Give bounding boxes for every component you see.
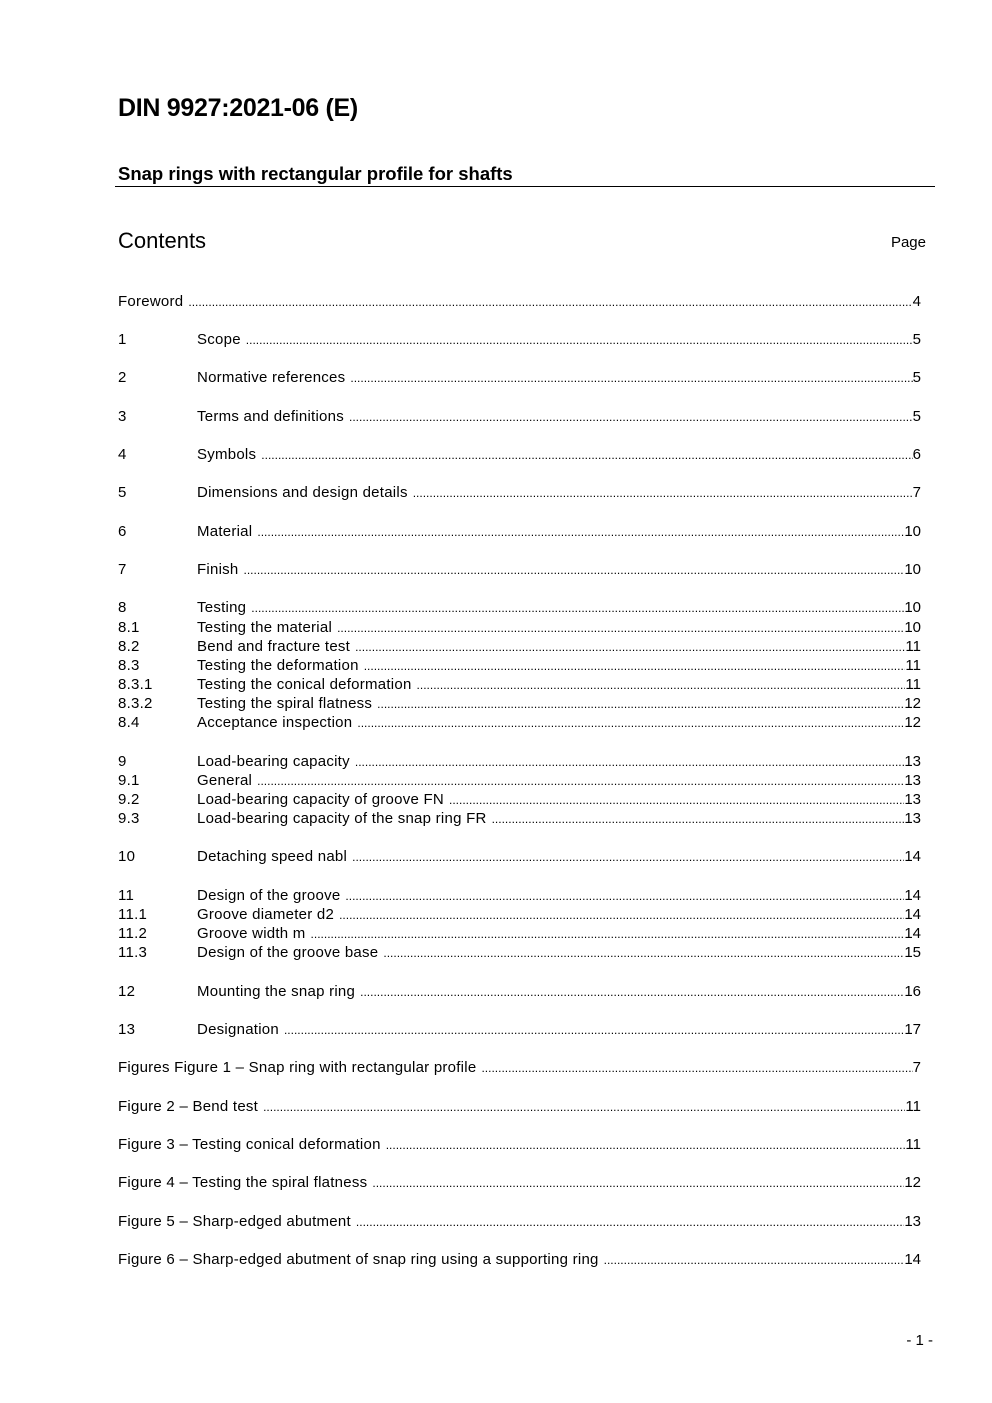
toc-entry-page: 12 xyxy=(904,695,921,712)
toc-entry-number: 4 xyxy=(118,446,127,463)
toc-entry-page: 15 xyxy=(904,944,921,961)
toc-entry-page: 10 xyxy=(904,523,921,540)
toc-entry-number: 13 xyxy=(118,1021,136,1038)
toc-entry[interactable] xyxy=(118,1250,921,1269)
toc-entry-label: Load-bearing capacity of the snap ring FR xyxy=(197,810,487,827)
toc-entry-page: 5 xyxy=(912,408,921,425)
toc-entry-label: Acceptance inspection xyxy=(197,714,353,731)
toc-entry[interactable] xyxy=(118,407,921,426)
toc-dot-leader xyxy=(350,369,912,388)
toc-entry-label: Testing the material xyxy=(197,619,333,636)
toc-entry-label: Figure 4 – Testing the spiral flatness xyxy=(118,1174,368,1191)
toc-entry-label: Material xyxy=(197,523,253,540)
toc-entry-page: 12 xyxy=(904,714,921,731)
toc-entry-number: 7 xyxy=(118,561,127,578)
toc-entry-number: 8.3 xyxy=(118,657,140,674)
toc-entry[interactable] xyxy=(118,656,921,675)
toc-entry-label: Finish xyxy=(197,561,239,578)
toc-entry-label: General xyxy=(197,772,253,789)
contents-heading: Contents xyxy=(118,228,207,253)
toc-entry[interactable] xyxy=(118,905,921,924)
toc-entry-label: Testing the spiral flatness xyxy=(197,695,373,712)
toc-entry[interactable] xyxy=(118,809,921,828)
toc-dot-leader xyxy=(383,944,904,963)
toc-entry-label: Testing xyxy=(197,599,247,616)
toc-entry-page: 17 xyxy=(904,1021,921,1038)
toc-entry-number: 8.2 xyxy=(118,638,140,655)
toc-entry-page: 11 xyxy=(905,657,921,674)
toc-entry-label: Bend and fracture test xyxy=(197,638,351,655)
toc-entry-number: 10 xyxy=(118,848,136,865)
toc-entry-page: 7 xyxy=(912,1059,921,1076)
toc-dot-leader xyxy=(364,657,906,676)
toc-dot-leader xyxy=(417,676,906,695)
toc-entry-label: Design of the groove xyxy=(197,887,341,904)
toc-entry-page: 11 xyxy=(905,1098,921,1115)
toc-dot-leader xyxy=(349,408,913,427)
toc-entry-page: 13 xyxy=(904,1213,921,1230)
toc-entry[interactable] xyxy=(118,924,921,943)
toc-dot-leader xyxy=(372,1174,904,1193)
toc-dot-leader xyxy=(244,561,905,580)
toc-entry-label: Detaching speed nabl xyxy=(197,848,348,865)
toc-entry-label: Normative references xyxy=(197,369,346,386)
toc-dot-leader xyxy=(355,753,904,772)
toc-entry[interactable] xyxy=(118,560,921,579)
toc-entry-page: 13 xyxy=(904,791,921,808)
toc-entry[interactable] xyxy=(118,1020,921,1039)
toc-entry[interactable] xyxy=(118,598,921,617)
toc-entry-page: 13 xyxy=(904,753,921,770)
toc-dot-leader xyxy=(263,1098,905,1117)
toc-entry-number: 11 xyxy=(118,887,135,904)
toc-dot-leader xyxy=(356,1213,904,1232)
document-subtitle: Snap rings with rectangular profile for shafts xyxy=(118,163,513,184)
toc-entry-page: 14 xyxy=(904,887,921,904)
toc-entry-number: 11.1 xyxy=(118,906,148,923)
toc-dot-leader xyxy=(345,887,904,906)
toc-dot-leader xyxy=(413,484,913,503)
toc-entry-number: 6 xyxy=(118,523,127,540)
toc-entry[interactable] xyxy=(118,886,921,905)
toc-entry[interactable] xyxy=(118,1135,921,1154)
toc-entry-page: 11 xyxy=(905,676,921,693)
toc-entry-number: 11.2 xyxy=(118,925,148,942)
toc-entry-page: 5 xyxy=(912,369,921,386)
toc-entry-number: 1 xyxy=(118,331,127,348)
toc-entry[interactable] xyxy=(118,483,921,502)
toc-entry[interactable] xyxy=(118,637,921,656)
toc-dot-leader xyxy=(492,810,905,829)
toc-dot-leader xyxy=(246,331,913,350)
toc-entry-number: 8.4 xyxy=(118,714,140,731)
toc-entry[interactable] xyxy=(118,675,921,694)
toc-entry[interactable] xyxy=(118,752,921,771)
toc-entry[interactable] xyxy=(118,1058,921,1077)
toc-entry-page: 6 xyxy=(912,446,921,463)
toc-entry-label: Terms and definitions xyxy=(197,408,344,425)
toc-entry-label: Figure 5 – Sharp-edged abutment xyxy=(118,1213,351,1230)
toc-dot-leader xyxy=(360,983,904,1002)
toc-entry-page: 12 xyxy=(904,1174,921,1191)
toc-entry[interactable] xyxy=(118,943,921,962)
toc-entry[interactable] xyxy=(118,790,921,809)
toc-entry[interactable] xyxy=(118,1212,921,1231)
toc-entry[interactable] xyxy=(118,1097,921,1116)
toc-entry[interactable] xyxy=(118,1173,921,1192)
toc-entry-page: 14 xyxy=(904,1251,921,1268)
toc-entry[interactable] xyxy=(118,847,921,866)
toc-entry-page: 4 xyxy=(912,293,921,310)
toc-dot-leader xyxy=(355,638,905,657)
toc-dot-leader xyxy=(251,599,904,618)
toc-entry[interactable] xyxy=(118,982,921,1001)
toc-entry-label: Groove width m xyxy=(197,925,306,942)
toc-entry-number: 5 xyxy=(118,484,127,501)
toc-entry-label: Design of the groove base xyxy=(197,944,379,961)
toc-entry-number: 2 xyxy=(118,369,127,386)
toc-entry-page: 13 xyxy=(904,810,921,827)
toc-entry-number: 8.3.2 xyxy=(118,695,153,712)
toc-entry-page: 11 xyxy=(905,638,921,655)
toc-dot-leader xyxy=(311,925,905,944)
toc-entry-label: Figure 2 – Bend test xyxy=(118,1098,259,1115)
toc-dot-leader xyxy=(386,1136,906,1155)
toc-entry-label: Figure 3 – Testing conical deformation xyxy=(118,1136,381,1153)
page-number: - 1 - xyxy=(906,1332,933,1349)
page-column-heading: Page xyxy=(890,234,926,251)
document-title: DIN 9927:2021-06 (E) xyxy=(118,94,358,122)
toc-entry-label: Load-bearing capacity xyxy=(197,753,350,770)
toc-dot-leader xyxy=(188,293,912,312)
toc-entry-number: 9 xyxy=(118,753,127,770)
toc-entry[interactable] xyxy=(118,330,921,349)
title-underline xyxy=(115,186,935,187)
toc-dot-leader xyxy=(352,848,904,867)
toc-entry-page: 14 xyxy=(904,848,921,865)
toc-dot-leader xyxy=(449,791,904,810)
toc-entry-label: Testing the deformation xyxy=(197,657,359,674)
toc-entry-label: Scope xyxy=(197,331,241,348)
toc-entry-label: Designation xyxy=(197,1021,279,1038)
toc-entry-page: 14 xyxy=(904,906,921,923)
toc-entry[interactable] xyxy=(118,771,921,790)
toc-entry-label: Figures Figure 1 – Snap ring with rectangular profile xyxy=(118,1059,477,1076)
toc-entry-number: 8.3.1 xyxy=(118,676,153,693)
toc-entry-label: Groove diameter d2 xyxy=(197,906,335,923)
toc-dot-leader xyxy=(284,1021,904,1040)
toc-entry-number: 9.2 xyxy=(118,791,140,808)
toc-entry-number: 11.3 xyxy=(118,944,148,961)
toc-dot-leader xyxy=(257,523,904,542)
toc-entry-label: Load-bearing capacity of groove FN xyxy=(197,791,444,808)
toc-entry-label: Figure 6 – Sharp-edged abutment of snap ring using a supporting ring xyxy=(118,1251,599,1268)
toc-entry[interactable] xyxy=(118,618,921,637)
toc-dot-leader xyxy=(357,714,904,733)
toc-entry-page: 14 xyxy=(904,925,921,942)
toc-entry-number: 9.3 xyxy=(118,810,140,827)
toc-entry[interactable] xyxy=(118,694,921,713)
toc-entry-label: Symbols xyxy=(197,446,257,463)
toc-entry-page: 16 xyxy=(904,983,921,1000)
toc-entry-page: 10 xyxy=(904,619,921,636)
toc-entry-number: 8 xyxy=(118,599,127,616)
toc-entry-number: 9.1 xyxy=(118,772,140,789)
toc-entry[interactable] xyxy=(118,292,921,311)
toc-entry[interactable] xyxy=(118,522,921,541)
toc-entry-number: 8.1 xyxy=(118,619,140,636)
toc-entry-page: 11 xyxy=(905,1136,921,1153)
toc-entry-number: 3 xyxy=(118,408,127,425)
toc-entry-page: 10 xyxy=(904,599,921,616)
toc-dot-leader xyxy=(337,619,904,638)
toc-entry-label: Mounting the snap ring xyxy=(197,983,356,1000)
toc-dot-leader xyxy=(339,906,904,925)
toc-dot-leader xyxy=(261,446,912,465)
toc-dot-leader xyxy=(257,772,904,791)
toc-entry-label: Foreword xyxy=(118,293,184,310)
toc-entry-label: Dimensions and design details xyxy=(197,484,408,501)
toc-entry[interactable] xyxy=(118,445,921,464)
toc-dot-leader xyxy=(481,1059,912,1078)
toc-entry-page: 10 xyxy=(904,561,921,578)
toc-dot-leader xyxy=(377,695,904,714)
toc-entry-label: Testing the conical deformation xyxy=(197,676,412,693)
toc-entry-page: 7 xyxy=(912,484,921,501)
toc-dot-leader xyxy=(604,1251,905,1270)
toc-entry-number: 12 xyxy=(118,983,136,1000)
toc-entry-page: 5 xyxy=(912,331,921,348)
toc-entry[interactable] xyxy=(118,713,921,732)
toc-entry[interactable] xyxy=(118,368,921,387)
toc-entry-page: 13 xyxy=(904,772,921,789)
